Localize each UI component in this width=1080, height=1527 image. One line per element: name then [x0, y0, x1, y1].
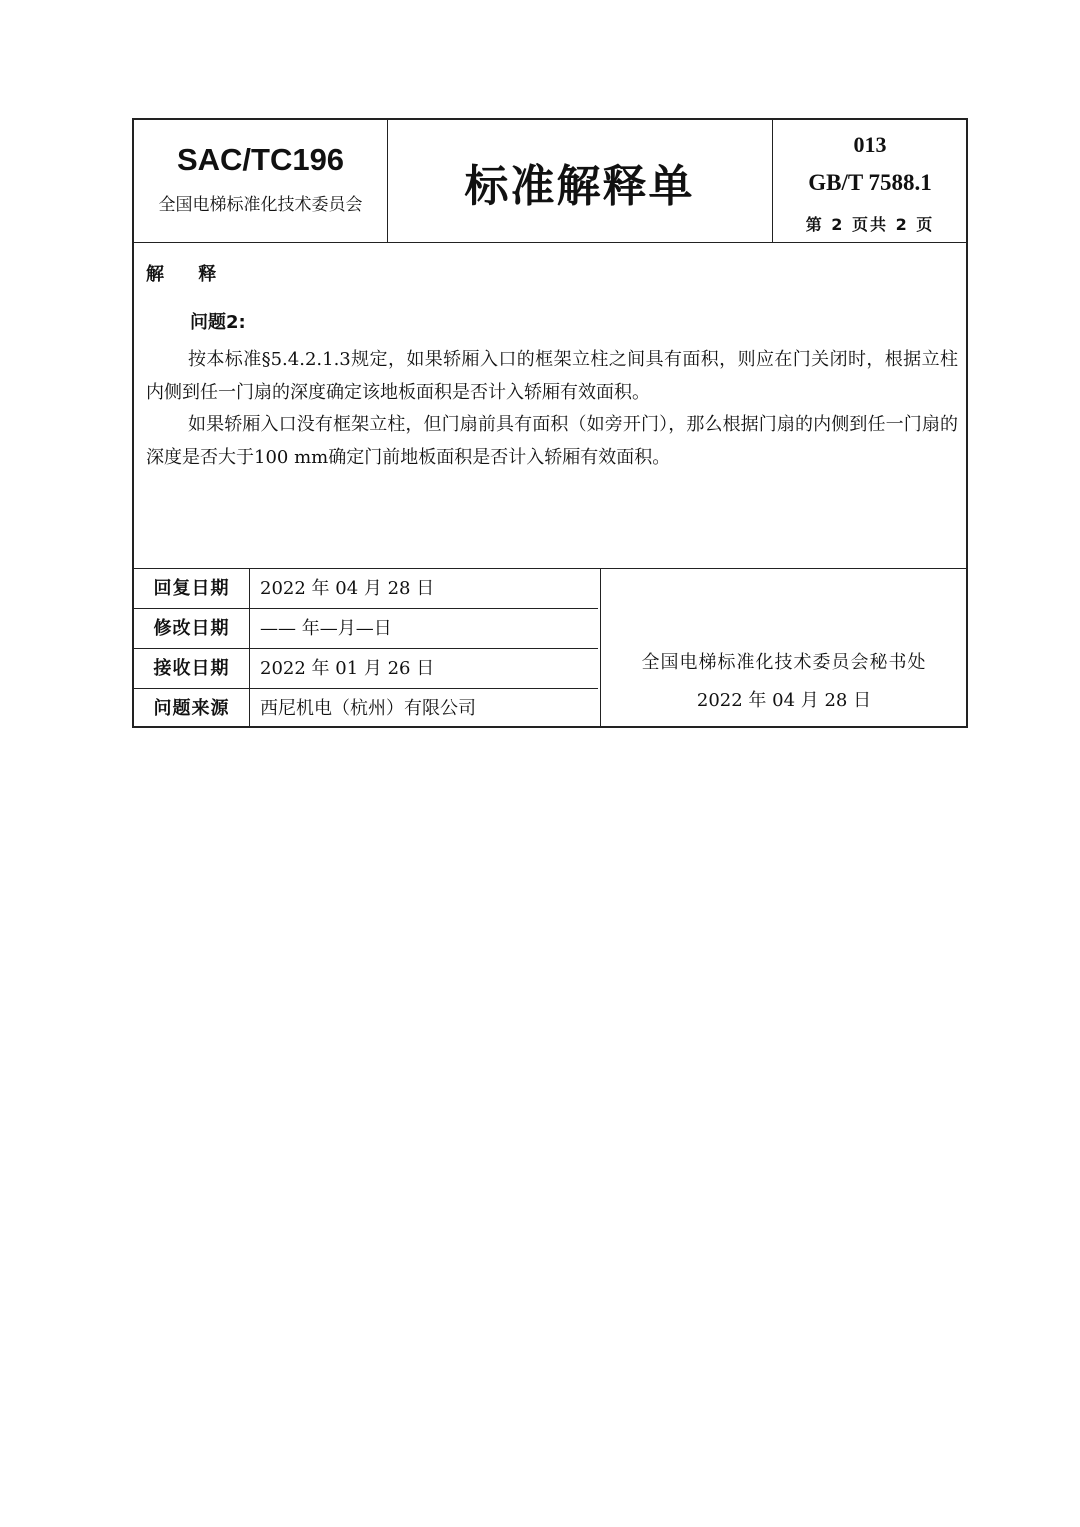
document-number: 013 — [853, 132, 887, 157]
revision-date-value: —— 年—月—日 — [260, 618, 392, 639]
received-date-value: 2022 年 01 月 26 日 — [260, 658, 435, 679]
reply-date-value: 2022 年 04 月 28 日 — [260, 578, 435, 599]
signature-date: 2022 年 04 月 28 日 — [696, 690, 872, 711]
revision-date-label: 修改日期 — [153, 618, 230, 639]
question-source-value: 西尼机电（杭州）有限公司 — [260, 698, 476, 719]
section-label: 解 释 — [146, 264, 231, 285]
interpretation-paragraph: 如果轿厢入口没有框架立柱，但门扇前具有面积（如旁开门），那么根据门扇的内侧到任一门扇的深度是否大于100 mm确定门前地板面积是否计入轿厢有效面积。 — [146, 414, 958, 468]
header-divider — [134, 242, 966, 243]
label-column-divider — [249, 568, 250, 726]
standard-number: GB/T 7588.1 — [808, 170, 932, 195]
org-name: 全国电梯标准化技术委员会 — [158, 195, 363, 215]
page-info: 第 2 页共 2 页 — [805, 215, 935, 234]
org-code: SAC/TC196 — [176, 142, 345, 177]
interpretation-paragraph: 按本标准§5.4.2.1.3规定，如果轿厢入口的框架立柱之间具有面积，则应在门关闭时，根据立柱内侧到任一门扇的深度确定该地板面积是否计入轿厢有效面积。 — [146, 349, 958, 403]
signature-org: 全国电梯标准化技术委员会秘书处 — [641, 652, 927, 673]
question-source-label: 问题来源 — [153, 698, 230, 719]
received-date-label: 接收日期 — [153, 658, 230, 679]
interpretation-form — [132, 118, 968, 728]
question-label: 问题2: — [190, 312, 246, 333]
document-title: 标准解释单 — [464, 161, 695, 212]
reply-date-label: 回复日期 — [153, 578, 230, 599]
